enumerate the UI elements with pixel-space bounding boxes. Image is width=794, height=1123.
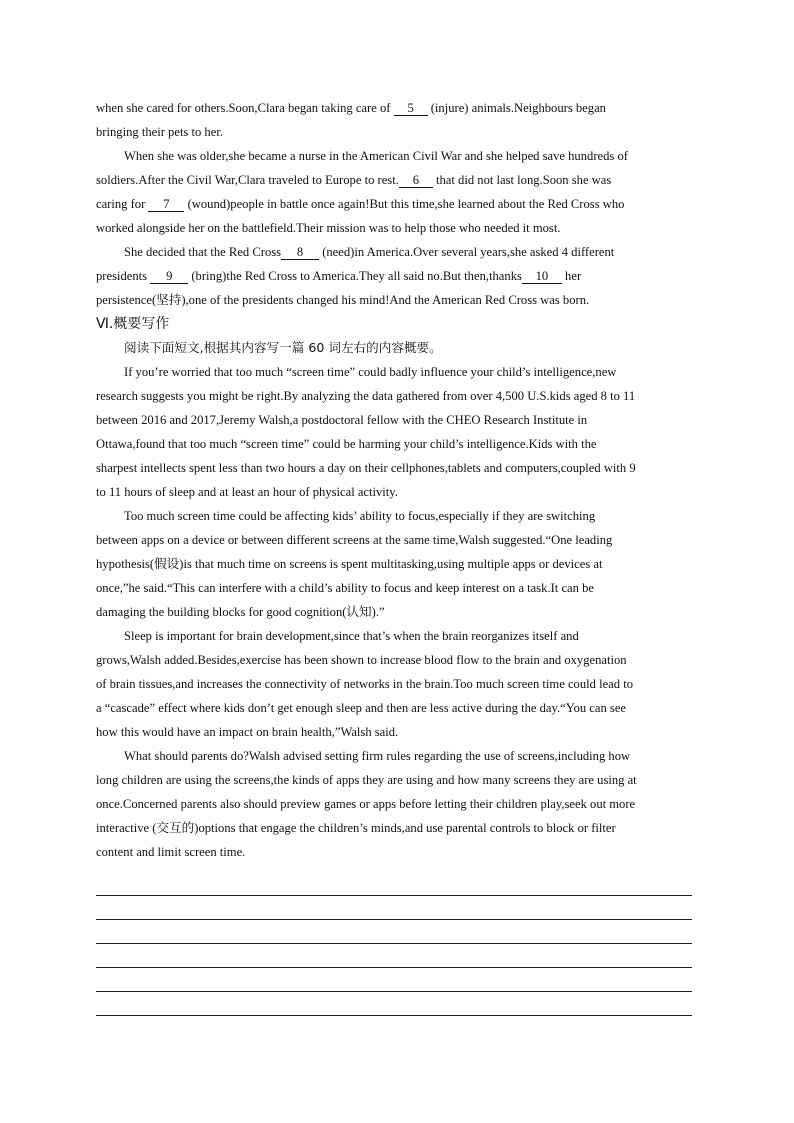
passage-line: how this would have an impact on brain health,”Walsh said.: [96, 725, 399, 739]
cloze-line-1: [96, 96, 698, 120]
passage-line: grows,Walsh added.Besides,exercise has been shown to increase blood flow to the brain and oxygenation: [96, 653, 627, 667]
blank-9[interactable]: 9: [150, 269, 188, 284]
cloze-text: (wound)people in battle once again!But this time,she learned about the Red Cross who: [184, 197, 625, 211]
document-page: [96, 96, 698, 864]
section-title: Ⅵ.概要写作: [96, 316, 170, 332]
answer-line[interactable]: [96, 872, 692, 896]
passage-line: What should parents do?Walsh advised setting firm rules regarding the use of screens,including how: [124, 749, 631, 763]
passage-line: once.Concerned parents also should preview games or apps before letting their children play,seek out more: [96, 797, 636, 811]
cloze-line-4: [96, 168, 698, 192]
passage-line: Sleep is important for brain development,since that’s when the brain reorganizes itself and: [124, 629, 579, 643]
cloze-text: presidents: [96, 269, 151, 283]
passage-line: of brain tissues,and increases the connectivity of networks in the brain.Too much screen time could lead to: [96, 677, 633, 691]
cloze-text: soldiers.After the Civil War,Clara traveled to Europe to rest.: [96, 173, 399, 187]
passage-line: hypothesis(假设)is that much time on screens is spent multitasking,using multiple apps or devices at: [96, 557, 603, 571]
cloze-text: (injure) animals.Neighbours began: [427, 101, 606, 115]
passage-line: interactive (交互的)options that engage the children’s minds,and use parental controls to block or filter: [96, 821, 616, 835]
answer-line[interactable]: [96, 944, 692, 968]
cloze-line-7: [96, 240, 698, 264]
passage-line: research suggests you might be right.By analyzing the data gathered from over 4,500 U.S.kids aged 8 to 11: [96, 389, 636, 403]
cloze-text: She decided that the Red Cross: [124, 245, 282, 259]
passage-line: long children are using the screens,the kinds of apps they are using and how many screens they are using at: [96, 773, 637, 787]
cloze-text: (bring)the Red Cross to America.They all said no.But then,thanks: [188, 269, 522, 283]
answer-lines[interactable]: [96, 872, 692, 1016]
passage-line: a “cascade” effect where kids don’t get enough sleep and then are less active during the day.“You can see: [96, 701, 627, 715]
cloze-line-6: worked alongside her on the battlefield.Their mission was to help those who needed it most.: [96, 221, 561, 235]
passage-line: to 11 hours of sleep and at least an hour of physical activity.: [96, 485, 398, 499]
cloze-text: caring for: [96, 197, 149, 211]
cloze-line-3: When she was older,she became a nurse in the American Civil War and she helped save hundreds of: [124, 149, 628, 163]
cloze-text: when she cared for others.Soon,Clara began taking care of: [96, 101, 394, 115]
answer-line[interactable]: [96, 920, 692, 944]
answer-line[interactable]: [96, 896, 692, 920]
passage-line: Ottawa,found that too much “screen time” could be harming your child’s intelligence.Kids with the: [96, 437, 597, 451]
blank-7[interactable]: 7: [148, 197, 184, 212]
cloze-text: that did not last long.Soon she was: [432, 173, 612, 187]
cloze-line-9: persistence(坚持),one of the presidents changed his mind!And the American Red Cross was born.: [96, 293, 590, 307]
blank-8[interactable]: 8: [281, 245, 319, 260]
passage-line: between apps on a device or between different screens at the same time,Walsh suggested.“One leading: [96, 533, 613, 547]
passage-line: once,”he said.“This can interfere with a child’s ability to focus and keep interest on a task.It can be: [96, 581, 594, 595]
cloze-text: her: [561, 269, 582, 283]
section-instruction: 阅读下面短文,根据其内容写一篇 60 词左右的内容概要。: [124, 340, 442, 355]
passage-line: If you’re worried that too much “screen time” could badly influence your child’s intelligence,new: [124, 365, 617, 379]
passage-line: between 2016 and 2017,Jeremy Walsh,a postdoctoral fellow with the CHEO Research Institute in: [96, 413, 588, 427]
passage-line: sharpest intellects spent less than two hours a day on their cellphones,tablets and computers,coupled with 9: [96, 461, 636, 475]
passage-line: damaging the building blocks for good cognition(认知).”: [96, 605, 385, 619]
blank-5[interactable]: 5: [394, 101, 428, 116]
answer-line[interactable]: [96, 968, 692, 992]
cloze-line-5: [96, 192, 698, 216]
cloze-text: (need)in America.Over several years,she asked 4 different: [319, 245, 615, 259]
answer-line[interactable]: [96, 992, 692, 1016]
cloze-line-8: [96, 264, 698, 288]
cloze-line-2: bringing their pets to her.: [96, 125, 223, 139]
blank-10[interactable]: 10: [522, 269, 562, 284]
passage-line: Too much screen time could be affecting kids’ ability to focus,especially if they are switching: [124, 509, 596, 523]
blank-6[interactable]: 6: [399, 173, 433, 188]
passage-line: content and limit screen time.: [96, 845, 246, 859]
